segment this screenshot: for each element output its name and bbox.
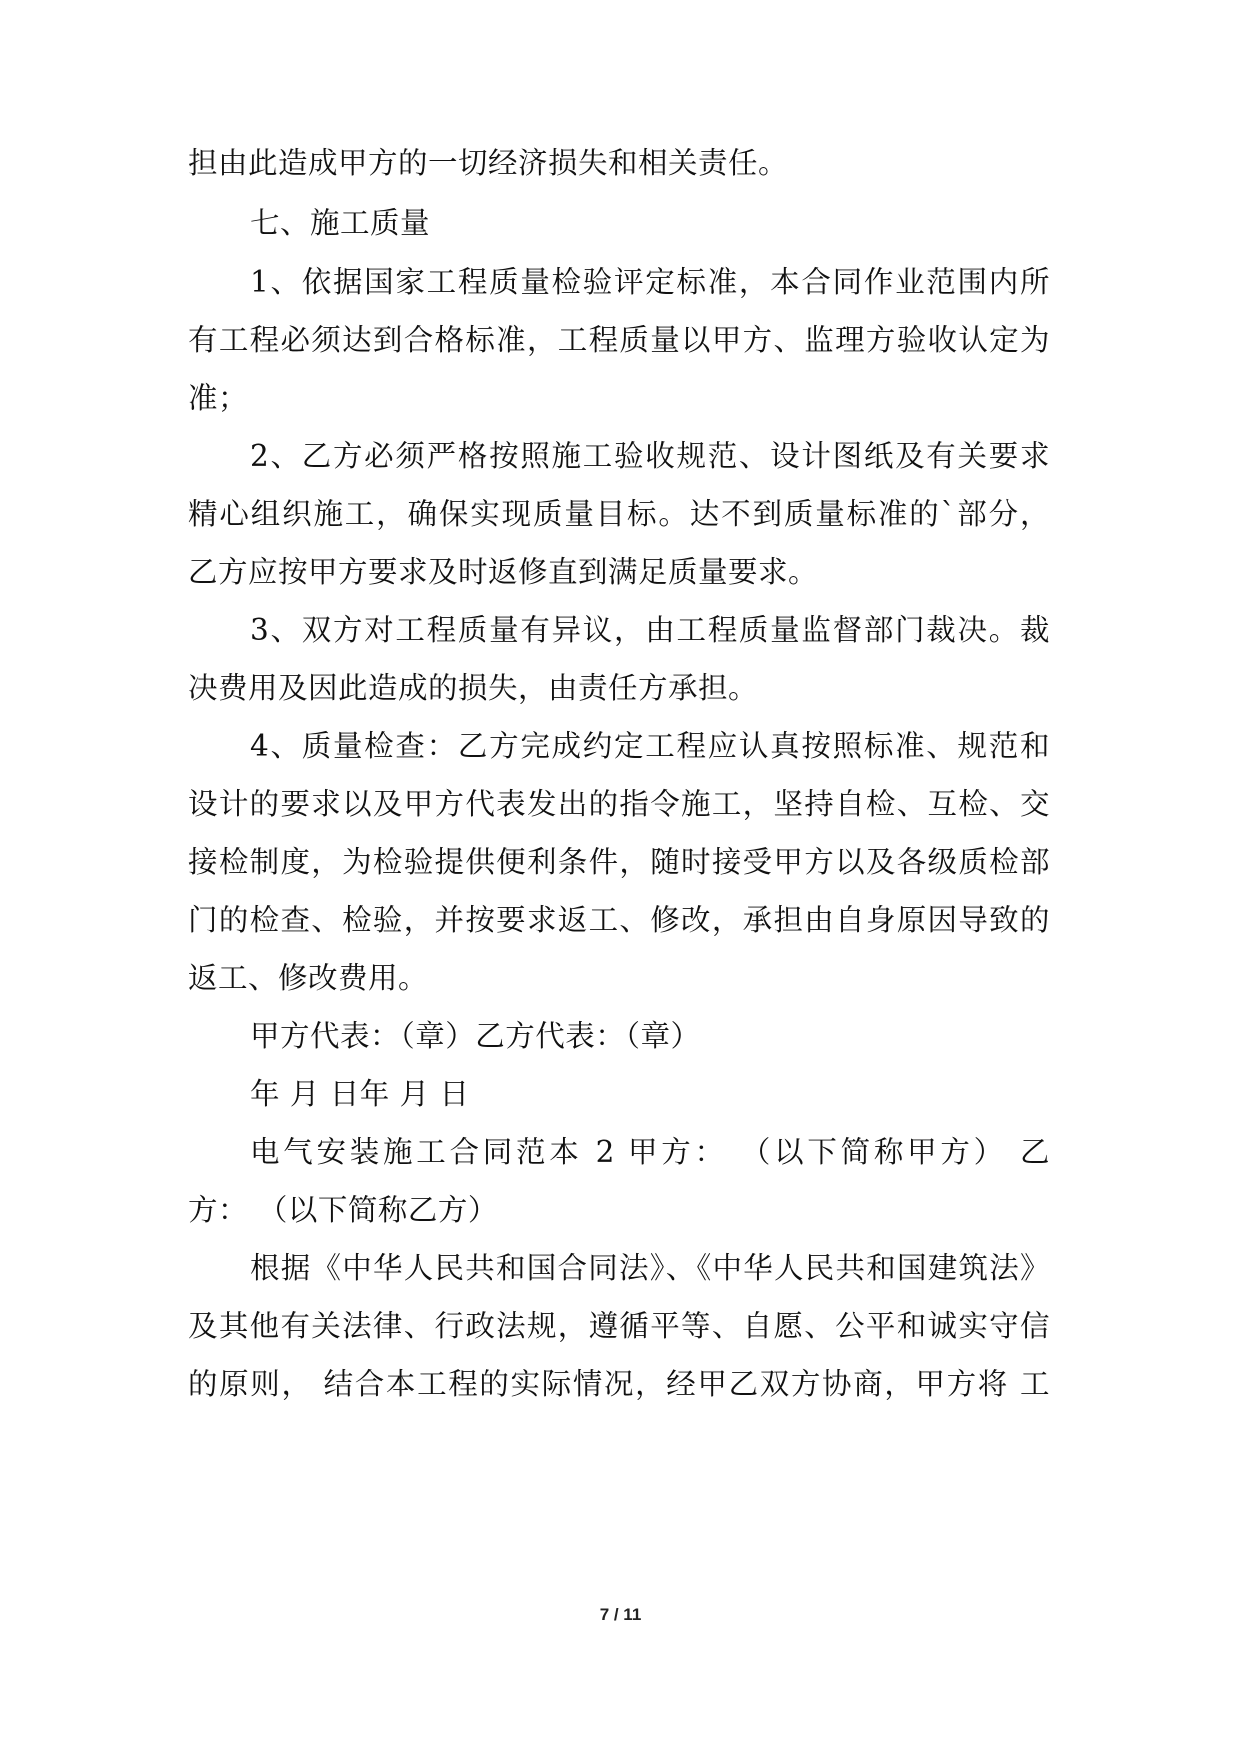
paragraph-line: 方： （以下简称乙方） bbox=[188, 1193, 498, 1227]
paragraph-line: 4、质量检查：乙方完成约定工程应认真按照标准、规范和 bbox=[250, 729, 1050, 763]
paragraph-line: 根据《中华人民共和国合同法》、《中华人民共和国建筑法》 bbox=[250, 1251, 1050, 1285]
paragraph-line: 接检制度，为检验提供便利条件，随时接受甲方以及各级质检部 bbox=[188, 845, 1050, 879]
signature-line: 甲方代表：（章）乙方代表：（章） bbox=[250, 1019, 701, 1053]
paragraph-line: 2、乙方必须严格按照施工验收规范、设计图纸及有关要求 bbox=[250, 439, 1050, 473]
date-line: 年 月 日年 月 日 bbox=[250, 1077, 470, 1111]
paragraph-line: 担由此造成甲方的一切经济损失和相关责任。 bbox=[188, 146, 789, 180]
paragraph-line: 门的检查、检验，并按要求返工、修改，承担由自身原因导致的 bbox=[188, 903, 1050, 937]
paragraph-line: 精心组织施工，确保实现质量目标。达不到质量标准的`部分， bbox=[188, 497, 1050, 531]
paragraph-line: 设计的要求以及甲方代表发出的指令施工，坚持自检、互检、交 bbox=[188, 787, 1050, 821]
paragraph-line: 准； bbox=[188, 381, 249, 415]
contract-title-line: 电气安装施工合同范本 2 甲方： （以下简称甲方） 乙 bbox=[250, 1135, 1050, 1169]
page-number: 7 / 11 bbox=[599, 1605, 642, 1624]
paragraph-line: 返工、修改费用。 bbox=[188, 961, 429, 995]
paragraph-line: 3、双方对工程质量有异议，由工程质量监督部门裁决。裁 bbox=[250, 613, 1050, 647]
section-heading: 七、施工质量 bbox=[250, 206, 431, 240]
paragraph-line: 有工程必须达到合格标准，工程质量以甲方、监理方验收认定为 bbox=[188, 323, 1050, 357]
paragraph-line: 1、依据国家工程质量检验评定标准，本合同作业范围内所 bbox=[250, 265, 1050, 299]
paragraph-line: 及其他有关法律、行政法规，遵循平等、自愿、公平和诚实守信 bbox=[188, 1309, 1050, 1343]
paragraph-line: 乙方应按甲方要求及时返修直到满足质量要求。 bbox=[188, 555, 819, 589]
paragraph-line: 的原则， 结合本工程的实际情况，经甲乙双方协商，甲方将 工 bbox=[188, 1367, 1050, 1401]
paragraph-line: 决费用及因此造成的损失，由责任方承担。 bbox=[188, 671, 759, 705]
